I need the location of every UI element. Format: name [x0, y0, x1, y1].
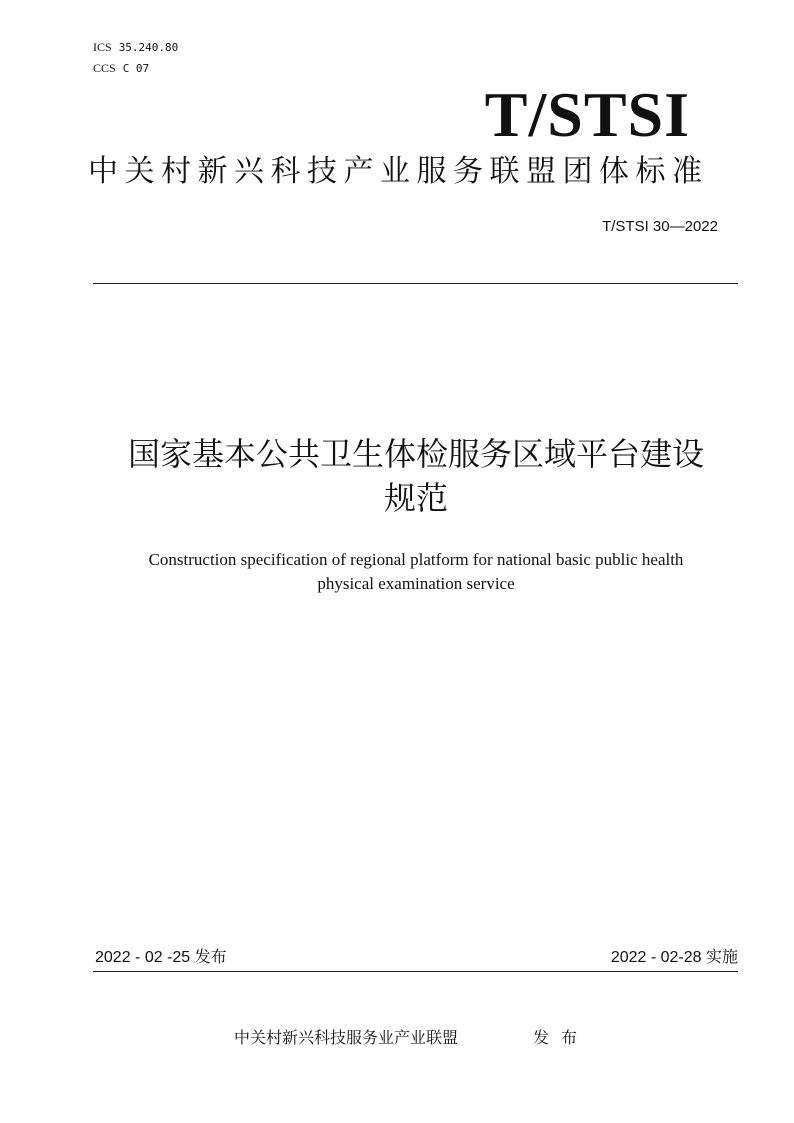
- standard-logo: T/STSI: [484, 79, 690, 150]
- ccs-classification: [93, 61, 149, 76]
- ccs-label: CCS: [93, 61, 116, 75]
- ccs-code: C 07: [122, 62, 150, 75]
- header-divider: [93, 283, 738, 284]
- standard-number: T/STSI 30—2022: [602, 218, 718, 235]
- title-cn-line-2: 规范: [383, 479, 448, 517]
- document-title-chinese: [80, 432, 752, 520]
- footer-divider: [93, 971, 738, 972]
- ics-label: ICS: [93, 40, 112, 54]
- publisher-name: 中关村新兴科技服务业产业联盟: [234, 1028, 459, 1047]
- title-en-line-2: physical examination service: [317, 574, 515, 593]
- title-cn-line-1: 国家基本公共卫生体检服务区域平台建设: [127, 435, 704, 473]
- implement-date: 2022 - 02-28 实施: [610, 949, 738, 966]
- title-en-line-1: Construction specification of regional platform for national basic public health: [148, 550, 684, 569]
- publisher-verb: 发布: [533, 1028, 590, 1047]
- organization-standard-title: 中关村新兴科技产业服务联盟团体标准: [88, 154, 709, 189]
- publish-date: 2022 - 02 -25 发布: [95, 949, 227, 966]
- document-title-english: [60, 548, 772, 596]
- ics-code: 35.240.80: [118, 41, 179, 54]
- ics-classification: [93, 40, 178, 55]
